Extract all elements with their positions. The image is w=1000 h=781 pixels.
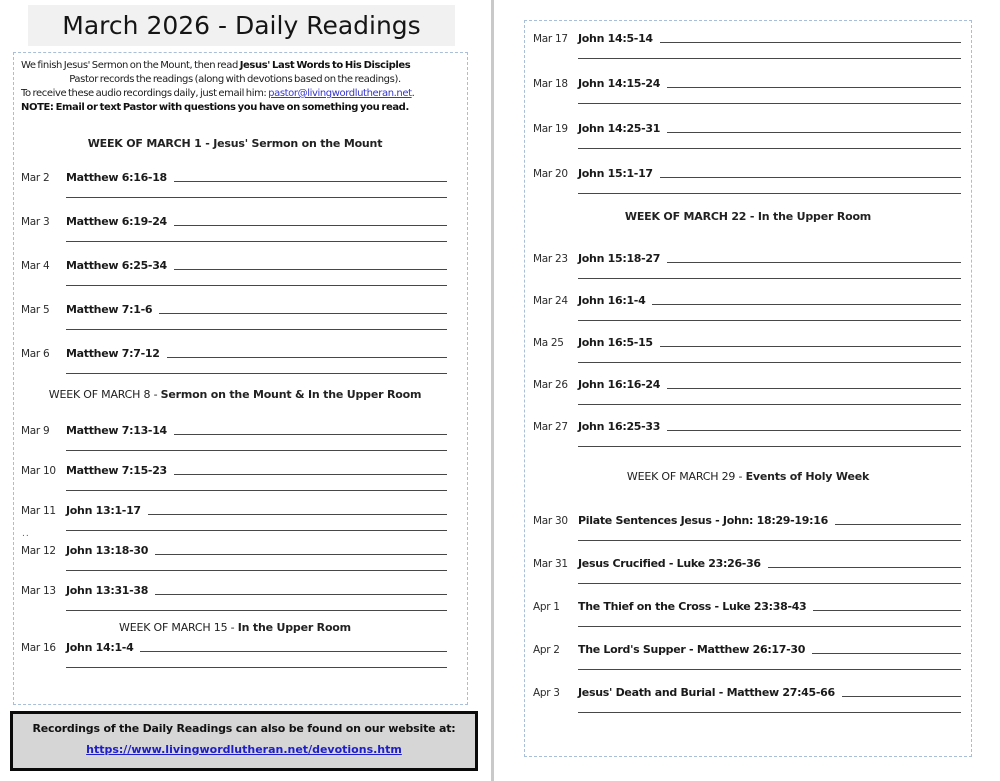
entry-reading: John 14:1-4: [66, 641, 134, 654]
reading-entry: [21, 541, 449, 571]
right-page-panel: [524, 20, 972, 757]
entry-reading: John 14:5-14: [578, 32, 653, 45]
week-header-prefix: WEEK OF MARCH 22 -: [624, 210, 758, 223]
week-header: [533, 470, 963, 484]
entry-blank-line-2: [66, 197, 447, 198]
entry-blank-line-2: [66, 667, 447, 668]
entry-date: Mar 26: [533, 379, 568, 391]
reading-entry: [533, 683, 963, 713]
entry-blank-line: [667, 388, 961, 389]
week-header-title: Jesus' Sermon on the Mount: [213, 137, 383, 150]
entry-row: [21, 168, 449, 184]
week-header-title: Sermon on the Mount & In the Upper Room: [160, 388, 422, 401]
entry-blank-line-2: [578, 669, 961, 670]
entry-row: [533, 249, 963, 265]
entry-blank-line: [159, 313, 447, 314]
week-header-title: In the Upper Room: [237, 621, 351, 634]
entry-blank-line: [660, 346, 961, 347]
entry-blank-line-2: [578, 712, 961, 713]
week-section: [21, 137, 449, 374]
entry-date: Apr 3: [533, 687, 560, 699]
entry-blank-line: [842, 696, 961, 697]
reading-entry: [533, 29, 963, 59]
entry-blank-line: [148, 514, 447, 515]
intro-line-1-bold: Jesus' Last Words to His Disciples: [239, 60, 411, 71]
reading-entry: [21, 212, 449, 242]
week-header: [21, 137, 449, 151]
entry-row: [533, 554, 963, 570]
entry-reading: John 13:18-30: [66, 544, 149, 557]
entry-reading: Matthew 7:13-14: [66, 424, 167, 437]
intro-line-3-period: .: [411, 88, 415, 99]
reading-entry: [533, 164, 963, 194]
reading-entry: [533, 640, 963, 670]
entry-date: Mar 11: [21, 505, 56, 517]
intro-line-1-text: We finish Jesus' Sermon on the Mount, then read: [21, 60, 240, 71]
entry-date: Mar 16: [21, 642, 56, 654]
entry-reading: Matthew 6:16-18: [66, 171, 167, 184]
entry-blank-line-2: [66, 610, 447, 611]
entry-blank-line-2: [66, 570, 447, 571]
week-header-title: Events of Holy Week: [745, 470, 870, 483]
entry-date: Mar 20: [533, 168, 568, 180]
week-header-prefix: WEEK OF MARCH 15 -: [119, 621, 238, 634]
entry-reading: Matthew 6:19-24: [66, 215, 167, 228]
entry-row: [533, 29, 963, 45]
entry-date: Mar 10: [21, 465, 56, 477]
entry-blank-line-2: [66, 241, 447, 242]
entry-blank-line-2: [578, 362, 961, 363]
entry-note: ..: [22, 529, 30, 539]
week-header: [533, 210, 963, 224]
intro-line-3: [21, 87, 449, 101]
entry-blank-line-2: [66, 490, 447, 491]
week-header-title: In the Upper Room: [757, 210, 872, 223]
entry-reading: John 15:18-27: [578, 252, 661, 265]
entry-date: Apr 1: [533, 601, 560, 613]
reading-entry: [533, 333, 963, 363]
entry-blank-line: [174, 225, 447, 226]
entry-row: [21, 461, 449, 477]
entry-reading: The Lord's Supper - Matthew 26:17-30: [578, 643, 806, 656]
reading-entry: [21, 581, 449, 611]
entry-date: Mar 6: [21, 348, 50, 360]
intro-line-2: Pastor records the readings (along with devotions based on the readings).: [69, 74, 401, 85]
week-header: [21, 621, 449, 635]
entry-blank-line: [835, 524, 961, 525]
entry-blank-line: [667, 430, 961, 431]
entry-row: [533, 375, 963, 391]
entry-date: Mar 18: [533, 78, 568, 90]
reading-entry: [21, 461, 449, 491]
entry-row: [533, 291, 963, 307]
entry-blank-line: [660, 42, 961, 43]
entry-reading: John 16:5-15: [578, 336, 653, 349]
entry-blank-line: [167, 357, 447, 358]
left-page-panel: [13, 52, 468, 705]
entry-reading: John 16:16-24: [578, 378, 661, 391]
entry-date: Mar 3: [21, 216, 50, 228]
reading-entry: [21, 501, 449, 539]
entry-row: [533, 511, 963, 527]
entry-blank-line-2: [578, 404, 961, 405]
entry-date: Mar 27: [533, 421, 568, 433]
entry-blank-line-2: [578, 446, 961, 447]
entry-reading: John 13:31-38: [66, 584, 149, 597]
entry-date: Mar 13: [21, 585, 56, 597]
entry-date: Mar 31: [533, 558, 568, 570]
entry-reading: Matthew 6:25-34: [66, 259, 167, 272]
entry-row: [21, 212, 449, 228]
reading-entry: [21, 421, 449, 451]
week-header: [21, 388, 449, 402]
intro-line-3-text: To receive these audio recordings daily, just email him:: [21, 88, 269, 99]
entry-blank-line-2: [578, 278, 961, 279]
entry-row: [21, 256, 449, 272]
entry-reading: Matthew 7:15-23: [66, 464, 167, 477]
right-sections-container: [533, 29, 963, 713]
reading-entry: [533, 249, 963, 279]
entry-blank-line-2: [578, 148, 961, 149]
entry-blank-line-2: [66, 285, 447, 286]
reading-entry: [533, 291, 963, 321]
entry-blank-line-2: [578, 583, 961, 584]
entry-blank-line-2: [578, 320, 961, 321]
reading-entry: [21, 344, 449, 374]
entry-blank-line: [660, 177, 961, 178]
left-sections-container: [21, 137, 449, 668]
entry-row: [21, 581, 449, 597]
entry-blank-line: [155, 554, 447, 555]
week-section: [533, 29, 963, 194]
entry-reading: John 16:25-33: [578, 420, 661, 433]
entry-blank-line: [155, 594, 447, 595]
entry-blank-line: [174, 269, 447, 270]
entry-row: [533, 683, 963, 699]
intro-note-bold: NOTE: Email or text Pastor with questions you have on something you read.: [21, 102, 409, 113]
entry-reading: Pilate Sentences Jesus - John: 18:29-19:16: [578, 514, 828, 527]
entry-date: Apr 2: [533, 644, 560, 656]
entry-blank-line-2: [578, 193, 961, 194]
entry-reading: Matthew 7:1-6: [66, 303, 153, 316]
entry-blank-line-2: [66, 373, 447, 374]
entry-blank-line-2: [66, 530, 447, 531]
entry-date: Mar 2: [21, 172, 50, 184]
entry-row: [21, 541, 449, 557]
week-section: [21, 388, 449, 611]
entry-date: Mar 9: [21, 425, 50, 437]
reading-entry: [533, 554, 963, 584]
entry-blank-line: [174, 434, 447, 435]
footer-box: [10, 711, 478, 771]
entry-row: [21, 344, 449, 360]
entry-row: [533, 333, 963, 349]
entry-blank-line-2: [578, 58, 961, 59]
entry-row: [533, 597, 963, 613]
entry-blank-line-2: [578, 626, 961, 627]
entry-reading: John 14:25-31: [578, 122, 661, 135]
reading-entry: [533, 511, 963, 541]
entry-blank-line: [768, 567, 961, 568]
entry-reading: John 16:1-4: [578, 294, 646, 307]
entry-date: Mar 23: [533, 253, 568, 265]
week-section: [533, 470, 963, 713]
entry-blank-line: [652, 304, 961, 305]
entry-row: [21, 501, 449, 517]
reading-entry: [533, 597, 963, 627]
entry-row: [533, 164, 963, 180]
intro-paragraph: [21, 59, 449, 115]
entry-blank-line: [140, 651, 447, 652]
entry-date: Ma 25: [533, 337, 564, 349]
entry-blank-line: [812, 653, 961, 654]
reading-entry: [533, 74, 963, 104]
entry-reading: The Thief on the Cross - Luke 23:38-43: [578, 600, 807, 613]
page-title: March 2026 - Daily Readings: [28, 5, 455, 46]
entry-row: [21, 638, 449, 654]
entry-blank-line-2: [66, 329, 447, 330]
reading-entry: [533, 417, 963, 447]
reading-entry: [21, 168, 449, 198]
entry-date: Mar 30: [533, 515, 568, 527]
entry-reading: John 14:15-24: [578, 77, 661, 90]
week-header-prefix: WEEK OF MARCH 1 -: [87, 137, 214, 150]
entry-reading: John 13:1-17: [66, 504, 141, 517]
week-header-prefix: WEEK OF MARCH 29 -: [626, 470, 746, 483]
entry-date: Mar 4: [21, 260, 50, 272]
entry-reading: Jesus Crucified - Luke 23:26-36: [578, 557, 761, 570]
week-header-prefix: WEEK OF MARCH 8 -: [48, 388, 161, 401]
entry-reading: Matthew 7:7-12: [66, 347, 160, 360]
entry-row: [21, 300, 449, 316]
reading-entry: [21, 300, 449, 330]
week-section: [533, 210, 963, 447]
entry-blank-line: [813, 610, 961, 611]
reading-entry: [21, 256, 449, 286]
entry-date: Mar 24: [533, 295, 568, 307]
entry-blank-line: [667, 262, 961, 263]
entry-blank-line: [667, 132, 961, 133]
entry-date: Mar 12: [21, 545, 56, 557]
devotions-website-link[interactable]: https://www.livingwordlutheran.net/devotions.htm: [86, 743, 402, 756]
entry-blank-line: [667, 87, 961, 88]
reading-entry: [533, 375, 963, 405]
entry-row: [533, 119, 963, 135]
pastor-email-link[interactable]: pastor@livingwordlutheran.net: [268, 88, 412, 99]
reading-entry: [21, 638, 449, 668]
entry-date: Mar 5: [21, 304, 50, 316]
entry-date: Mar 19: [533, 123, 568, 135]
intro-line-1: [21, 59, 449, 73]
intro-note-line: [21, 101, 449, 115]
entry-row: [533, 640, 963, 656]
entry-blank-line-2: [578, 540, 961, 541]
week-section: [21, 621, 449, 668]
entry-blank-line: [174, 181, 447, 182]
entry-reading: Jesus' Death and Burial - Matthew 27:45-66: [578, 686, 835, 699]
entry-date: Mar 17: [533, 33, 568, 45]
entry-row: [533, 74, 963, 90]
reading-entry: [533, 119, 963, 149]
entry-row: [533, 417, 963, 433]
entry-blank-line: [174, 474, 447, 475]
entry-blank-line-2: [578, 103, 961, 104]
entry-reading: John 15:1-17: [578, 167, 653, 180]
entry-row: [21, 421, 449, 437]
entry-blank-line-2: [66, 450, 447, 451]
footer-text: Recordings of the Daily Readings can also be found on our website at:: [32, 722, 456, 735]
page-divider: [491, 0, 494, 781]
